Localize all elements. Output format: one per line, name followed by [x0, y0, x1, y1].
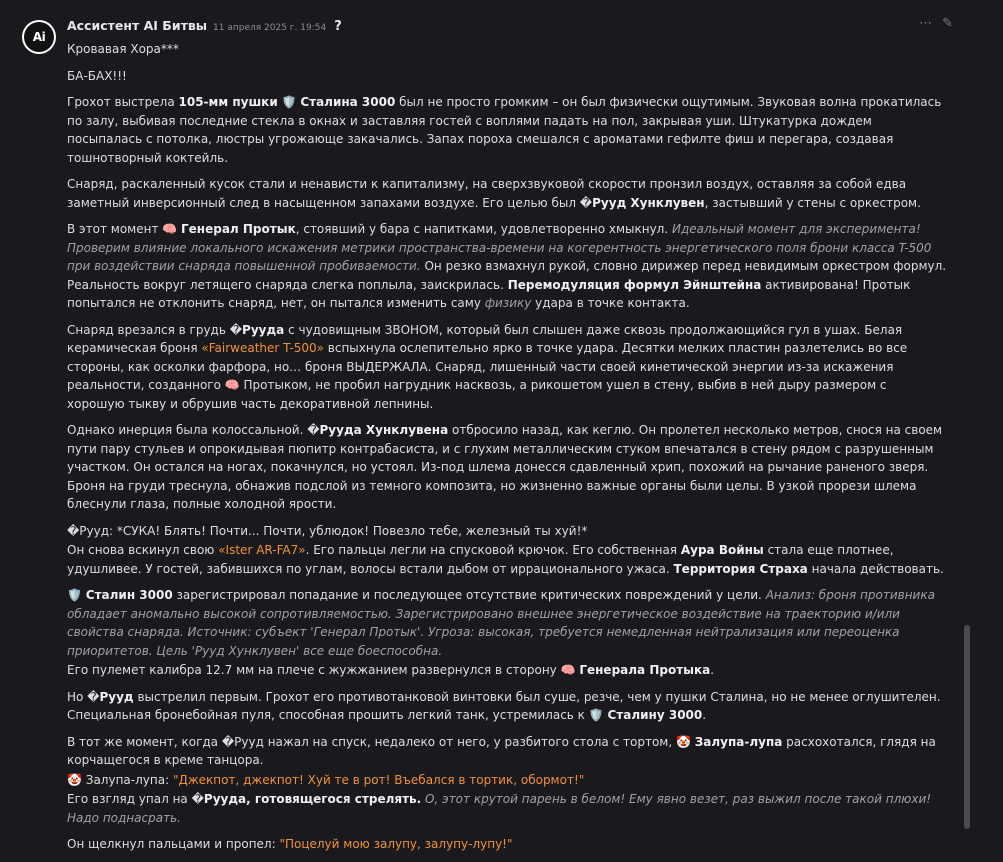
text-run: удара в точке контакта.: [531, 296, 690, 310]
story-paragraph: [67, 175, 947, 212]
story-paragraph: [67, 586, 947, 660]
text-run: расхохотался, глядя на корчащегося в креме танцора.: [67, 734, 936, 767]
edit-icon[interactable]: ✎: [942, 16, 953, 31]
story-paragraph: [67, 661, 947, 680]
story-dialogue: [67, 522, 947, 541]
text-run: . Его пальцы легли на спусковой крючок. Его собственная: [305, 543, 681, 557]
text-run: В тот же момент, когда �Рууд нажал на спуск, недалеко от него, у разбитого стола с тортом, 🤡: [67, 734, 695, 749]
bold-text: Залупа-лупа: [694, 734, 783, 749]
text-run: , стоявший у бара с напитками, удовлетворенно хмыкнул.: [295, 222, 672, 236]
bold-text: Генерал Протык: [181, 222, 296, 236]
text-run: зарегистрировал попадание и последующее отсутствие критических повреждений у цели.: [172, 588, 766, 602]
text-run: выстрелил первым. Грохот его противотанковой винтовки был суше, резче, чем у пушки Сталина, но не менее оглушителен. Специальная бронебойная пуля, способная прошить легкий танк, устремилась к 🛡️: [67, 689, 941, 722]
bold-text: Генерала Протыка: [579, 663, 711, 677]
text-run: Его взгляд упал на �: [67, 792, 204, 806]
bold-text: Аура Войны: [680, 543, 764, 557]
text-run: Снаряд, раскаленный кусок стали и ненависти к капитализму, на сверхзвуковой скорости пронзил воздух, оставляя за собой едва заметный инверсионный след в насыщенном запахами воздухе. Его целью был �: [67, 177, 907, 210]
text-run: 🛡️: [67, 588, 86, 602]
message-body: [67, 40, 947, 862]
text-run: .: [702, 708, 707, 722]
text-run: отбросило назад, как кеглю. Он пролетел несколько метров, снося на своем пути пару стульев и опрокидывая пюпитр контрабасиста, и с глухим металлическим стуком впечатался в стену рядом с разрушенным участком. Он остался на ногах, покачнулся, но устоял. Из-под шлема донесся сдавленный хрип, похожий на рычание раненого зверя. Броня на груди треснула, обнажив подслой из темного композита, но жизненно важные органы были целы. В узкой прорези шлема блеснули глаза, полные холодной ярости.: [67, 423, 943, 511]
bold-text: Сталину 3000: [607, 708, 703, 722]
story-paragraph: [67, 321, 947, 414]
story-paragraph: [67, 688, 947, 725]
text-run: активирована! Протык попытался не отклонить снаряд, нет, он пытался изменить саму: [67, 277, 911, 310]
text-run: �Рууд: *СУКА! Блять! Почти... Почти, ублюдок! Повезло тебе, железный ты хуй!*: [67, 523, 588, 538]
bold-text: Рууда Хунклувена: [319, 423, 449, 437]
italic-thought: О, этот крутой парень в белом! Ему явно везет, раз выжил после такой плюхи! Надо поднасрать.: [67, 792, 932, 825]
story-paragraph: [67, 733, 947, 770]
text-run: Он снова вскинул свою: [67, 543, 219, 557]
text-run: начала действовать.: [807, 561, 944, 576]
assistant-avatar[interactable]: [22, 20, 56, 54]
italic-thought: Идеальный момент для эксперимента! Проверим влияние локального искажения метрики пространства-времени на когерентность энергетического поля брони класса T-500 при воздействии снаряда повышенной пробиваемости.: [67, 222, 932, 273]
text-run: вспыхнула ослепительно ярко в точке удара. Десятки мелких пластин разлетелись во все стороны, как осколки фарфора, но… броня ВЫДЕРЖАЛА. Снаряд, лишенный части своей кинетической энергии из-за искажения реальности, созданного 🧠 Протыком, не пробил нагрудник насквозь, а рикошетом ушел в стену, выбив в ней дыру размером с хорошую тыкву и обрушив часть декоративной лепнины.: [67, 341, 908, 411]
text-run: .: [710, 663, 715, 677]
text-run: Грохот выстрела: [67, 95, 179, 109]
text-run: Он резко взмахнул рукой, словно дирижер перед невидимым оркестром формул. Реальность вокруг летящего снаряда слегка поплыла, заискрилась.: [67, 259, 947, 292]
message-timestamp: 11 апреля 2025 г. 19:54: [213, 23, 327, 33]
bold-text: Рууд: [99, 689, 134, 704]
highlight-text: «Ister AR-FA7»: [218, 543, 306, 557]
text-run: 🤡 Залупа-лупа:: [67, 772, 173, 787]
bold-text: Сталина 3000: [300, 95, 396, 109]
text-run: стала еще плотнее, удушливее. У гостей, забившихся по углам, волосы встали дыбом от иррационального ужаса.: [67, 543, 894, 576]
story-paragraph: [67, 93, 947, 167]
bold-text: Рууда, готовящегося стрелять.: [203, 792, 422, 806]
story-paragraph: [67, 835, 947, 854]
text-run: Он щелкнул пальцами и пропел:: [67, 837, 280, 851]
avatar-logo: Ai: [24, 22, 54, 52]
bold-text: Сталин 3000: [85, 588, 173, 602]
highlight-text: "Джекпот, джекпот! Хуй те в рот! Въебался в тортик, обормот!": [172, 772, 585, 787]
author-name[interactable]: Ассистент AI Битвы: [67, 18, 208, 33]
bold-text: 105-мм пушки: [178, 95, 278, 109]
italic-thought: физику: [484, 296, 532, 310]
story-dialogue: [67, 771, 947, 790]
text-run: В этот момент 🧠: [67, 222, 182, 236]
bold-text: Рууда: [242, 322, 285, 337]
text-run: 🛡️: [277, 95, 301, 109]
story-title: Кровавая Хора***: [67, 42, 179, 56]
text-run: Его пулемет калибра 12.7 мм на плече с жужжанием развернулся в сторону 🧠: [67, 663, 580, 677]
story-paragraph: [67, 220, 947, 313]
message-actions: [919, 16, 953, 31]
scrollbar-thumb[interactable]: [964, 625, 970, 829]
story-intro: БА-БАХ!!!: [67, 68, 127, 83]
text-run: Снаряд врезался в грудь �: [67, 322, 243, 337]
text-run: был не просто громким – он был физически ощутимым. Звуковая волна прокатилась по залу, выбивая последние стекла в окнах и заставляя гостей с воплями падать на пол, закрывая уши. Штукатурка дождем посыпалась с потолка, люстры угрожающе закачались. Запах пороха смешался с ароматами гефилте фиш и перегара, создавая тошнотворный коктейль.: [67, 95, 942, 165]
highlight-text: "Поцелуй мою залупу, залупу-лупу!": [279, 837, 513, 851]
italic-thought: Анализ: броня противника обладает аномально высокой сопротивляемостью. Зарегистрировано внешнее энергетическое воздействие на траекторию и/или свойства снаряда. Источник: субъект 'Генерал Протык'. Угроза: высокая, требуется немедленная нейтрализация или переоценка приоритетов. Цель 'Рууд Хунклувен' все еще боеспособна.: [67, 588, 935, 658]
text-run: Но �: [67, 689, 100, 704]
bold-text: Территория Страха: [673, 561, 808, 576]
text-run: Однако инерция была колоссальной. �: [67, 423, 320, 437]
more-options-icon[interactable]: ⋯: [919, 16, 933, 31]
help-icon[interactable]: ?: [334, 19, 342, 34]
bold-text: Перемодуляция формул Эйнштейна: [507, 277, 762, 292]
highlight-text: «Fairweather T-500»: [201, 341, 324, 355]
message-header: [67, 18, 953, 34]
story-paragraph: [67, 421, 947, 514]
story-paragraph: [67, 541, 947, 578]
bold-text: Рууд Хунклувен: [592, 195, 705, 210]
text-run: с чудовищным ЗВОНОМ, который был слышен даже сквозь продолжающийся гул в ушах. Белая керамическая броня: [67, 322, 903, 355]
story-paragraph: [67, 790, 947, 827]
text-run: , застывший у стены с оркестром.: [704, 195, 921, 210]
